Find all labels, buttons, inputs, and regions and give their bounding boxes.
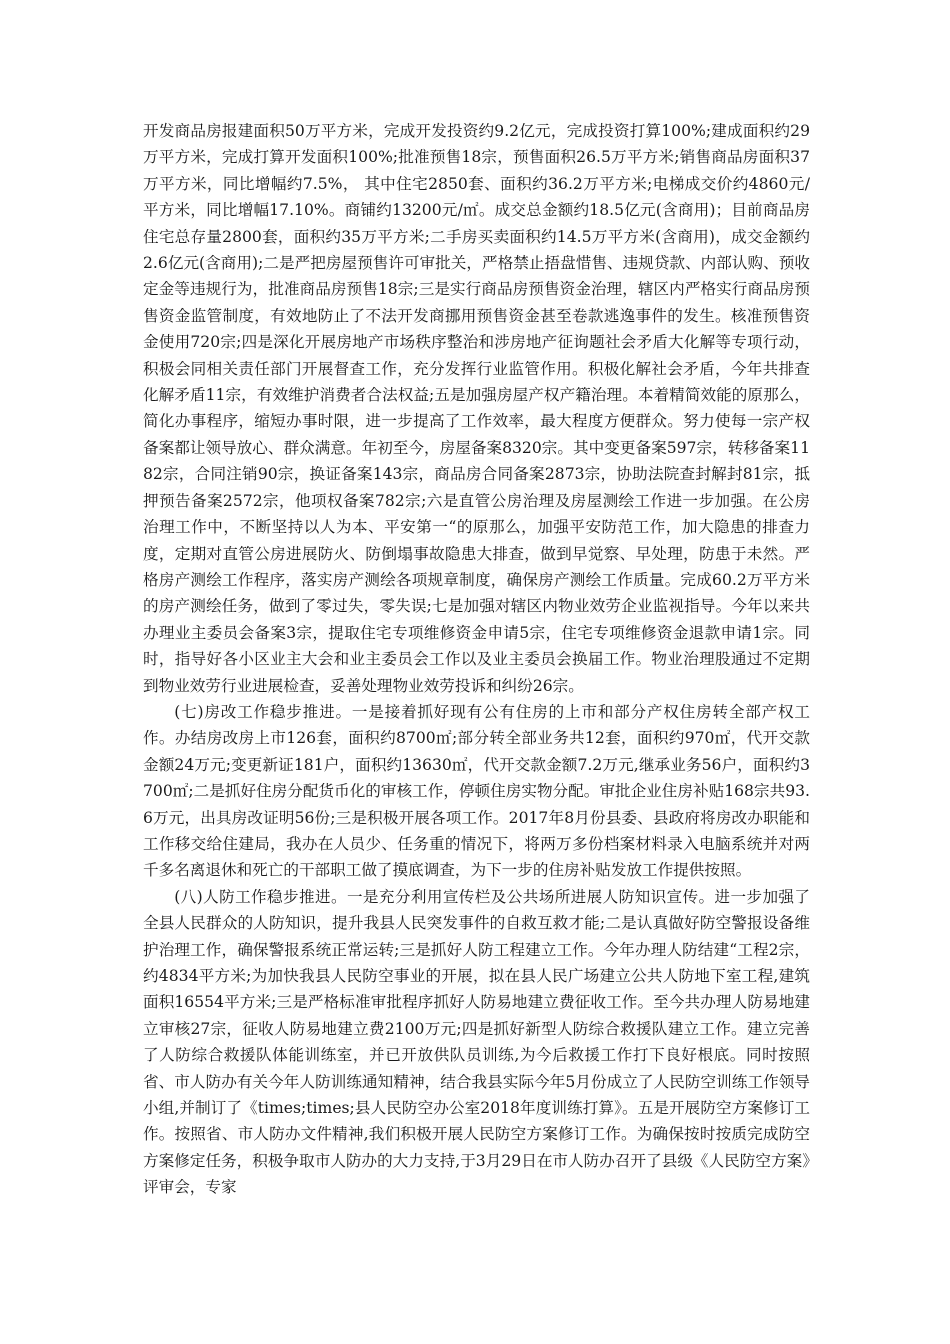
paragraph-section-7-housing-reform: (七)房改工作稳步推进。一是接着抓好现有公有住房的上市和部分产权住房转全部产权工作。办结房改房上市126套，面积约8700㎡;部分转全部业务共12套，面积约970㎡，代开交款金额24万元;变更新证181户，面积约13630㎡，代开交款金额7.2万元,继承业务56户，面积约3700㎡;二是抓好住房分配货币化的审核工作，停顿住房实物分配。审批企业住房补贴168宗共93.6万元，出具房改证明56份;三是积极开展各项工作。2017年8月份县委、县政府将房改办职能和工作移交给住建局，我办在人员少、任务重的情况下，将两万多份档案材料录入电脑系统并对两千多名离退休和死亡的干部职工做了摸底调查，为下一步的住房补贴发放工作提供按照。 (143, 702, 810, 880)
paragraph-section-8-civil-air-defense: (八)人防工作稳步推进。一是充分利用宣传栏及公共场所进展人防知识宣传。进一步加强了全县人民群众的人防知识，提升我县人民突发事件的自救互救才能;二是认真做好防空警报设备维护治理工作，确保警报系统正常运转;三是抓好人防工程建立工作。今年办理人防结建“工程2宗，约4834平方米;为加快我县人民防空事业的开展，拟在县人民广场建立公共人防地下室工程,建筑面积16554平方米;三是严格标准审批程序抓好人防易地建立费征收工作。至今共办理人防易地建立审核27宗，征收人防易地建立费2100万元;四是抓好新型人防综合救援队建立工作。建立完善了人防综合救援队体能训练室，并已开放供队员训练,为今后救援工作打下良好根底。同时按照省、市人防办有关今年人防训练通知精神，结合我县实际今年5月份成立了人民防空训练工作领导小组,并制订了《times;times;县人民防空办公室2018年度训练打算》。五是开展防空方案修订工作。按照省、市人防办文件精神,我们积极开展人民防空方案修订工作。为确保按时按质完成防空方案修定任务，积极争取市人防办的大力支持,于3月29日在市人防办召开了县级《人民防空方案》评审会，专家 (143, 887, 810, 1197)
paragraph-continued: 开发商品房报建面积50万平方米，完成开发投资约9.2亿元，完成投资打算100%;建成面积约29万平方米，完成打算开发面积100%;批准预售18宗，预售面积26.5万平方米;销售商品房面积37万平方米，同比增幅约7.5%， 其中住宅2850套、面积约36.2万平方米;电梯成交价约4860元/平方米，同比增幅17.10%。商铺约13200元/㎡。成交总金额约18.5亿元(含商用)；目前商品房住宅总存量2800套，面积约35万平方米;二手房买卖面积约14.5万平方米(含商用)，成交金额约2.6亿元(含商用);二是严把房屋预售许可审批关，严格禁止捂盘惜售、违规贷款、内部认购、预收定金等违规行为，批准商品房预售18宗;三是实行商品房预售资金治理，辖区内严格实行商品房预售资金监管制度，有效地防止了不法开发商挪用预售资金甚至卷款逃逸事件的发生。核准预售资金使用720宗;四是深化开展房地产市场秩序整治和涉房地产征询题社会矛盾大化解等专项行动，积极会同相关责任部门开展督查工作，充分发挥行业监管作用。积极化解社会矛盾，今年共排查化解矛盾11宗，有效维护消费者合法权益;五是加强房屋产权产籍治理。本着精简效能的原那么，简化办事程序，缩短办事时限，进一步提高了工作效率，最大程度方便群众。努力使每一宗产权备案都让领导放心、群众满意。年初至今，房屋备案8320宗。其中变更备案597宗，转移备案1182宗，合同注销90宗，换证备案143宗，商品房合同备案2873宗，协助法院查封解封81宗，抵押预告备案2572宗，他项权备案782宗;六是直管公房治理及房屋测绘工作进一步加强。在公房治理工作中，不断坚持以人为本、平安第一“的原那么，加强平安防范工作，加大隐患的排查力度，定期对直管公房进展防火、防倒塌事故隐患大排查，做到早觉察、早处理，防患于未然。严格房产测绘工作程序，落实房产测绘各项规章制度，确保房产测绘工作质量。完成60.2万平方米的房产测绘任务，做到了零过失，零失误;七是加强对辖区内物业效劳企业监视指导。今年以来共办理业主委员会备案3宗，提取住宅专项维修资金申请5宗，住宅专项维修资金退款申请1宗。同时，指导好各小区业主大会和业主委员会工作以及业主委员会换届工作。物业治理股通过不定期到物业效劳行业进展检查，妥善处理物业效劳投诉和纠纷26宗。 (143, 122, 810, 695)
document-body (143, 118, 810, 1201)
